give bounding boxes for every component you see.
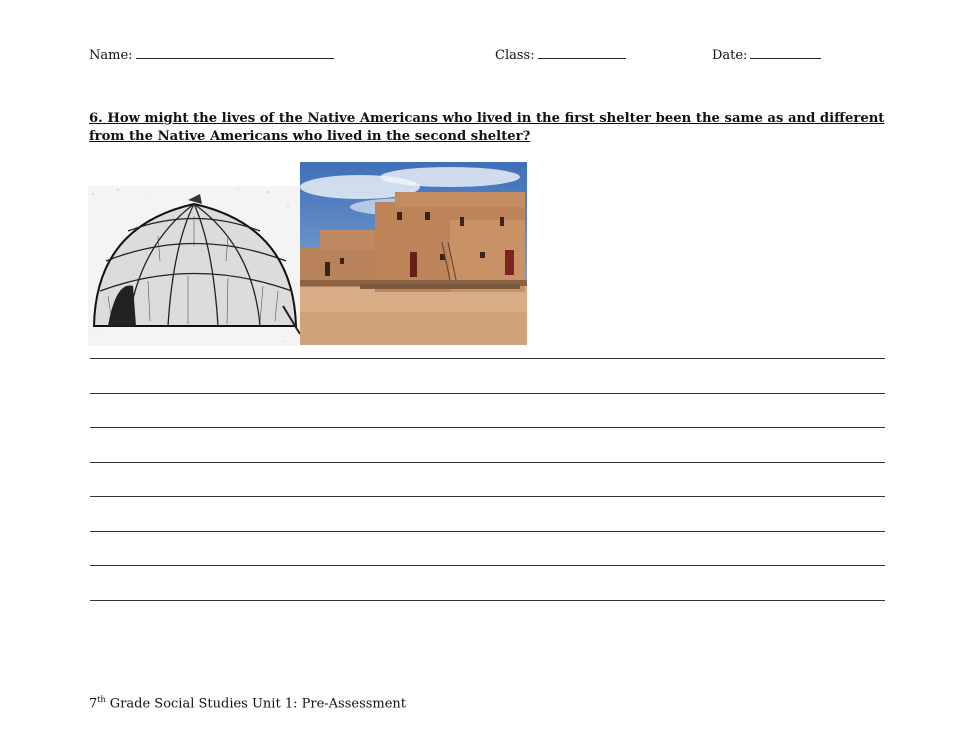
name-label: Name: xyxy=(89,48,133,63)
answer-line[interactable] xyxy=(90,393,885,394)
name-blank[interactable] xyxy=(136,46,334,59)
footer-grade-sup: th xyxy=(97,695,106,704)
answer-line[interactable] xyxy=(90,427,885,428)
question-text: 6. How might the lives of the Native Americans who lived in the first shelter been the same as and different from the Native Americans who lived in the second shelter? xyxy=(89,111,885,144)
answer-line[interactable] xyxy=(90,600,885,601)
date-label: Date: xyxy=(712,48,748,63)
footer-text xyxy=(89,695,406,711)
footer-rest: Grade Social Studies Unit 1: Pre-Assessment xyxy=(105,696,407,712)
answer-line[interactable] xyxy=(90,565,885,566)
footer-grade-num: 7 xyxy=(89,696,98,712)
answer-line[interactable] xyxy=(90,531,885,532)
class-label: Class: xyxy=(495,48,535,63)
answer-line[interactable] xyxy=(90,496,885,497)
wigwam-image xyxy=(88,186,300,346)
date-field[interactable] xyxy=(712,46,821,63)
class-blank[interactable] xyxy=(538,46,626,59)
pueblo-image xyxy=(300,162,527,345)
class-field[interactable] xyxy=(495,46,626,63)
answer-line[interactable] xyxy=(90,462,885,463)
answer-line[interactable] xyxy=(90,358,885,359)
date-blank[interactable] xyxy=(750,46,821,59)
name-field[interactable] xyxy=(89,46,334,63)
